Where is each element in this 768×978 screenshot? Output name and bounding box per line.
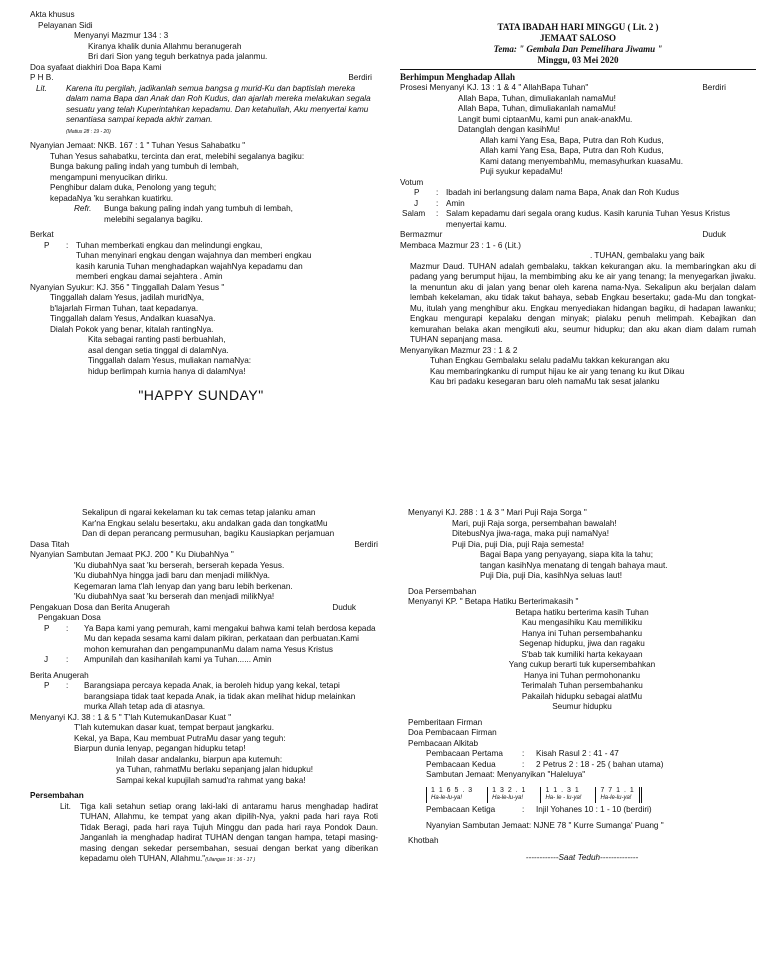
text-line: Kami datang menyembahMu, memasyhurkan kuasaMu. xyxy=(480,156,683,166)
text-line: kasih karunia Tuhan menghadapkan wajahNya kepadamu dan xyxy=(76,261,303,271)
refr-label: Refr. xyxy=(74,204,92,213)
kj288-lines-b xyxy=(408,550,756,582)
text-line: Kekal, ya Bapa, Kau membuat PutraMu dasar yang teguh: xyxy=(74,733,286,743)
prosesi-row xyxy=(400,83,756,94)
text-line: Puji syukur kepadaMu! xyxy=(480,167,563,177)
text-line: kepadaNya 'ku serahkan kuatirku. xyxy=(50,193,174,203)
menyanyi-kj288: Menyanyi KJ. 288 : 1 & 3 " Mari Puji Raja Sorga " xyxy=(408,508,587,517)
text-line: Bunga bakung paling indah yang tumbuh di lembah, xyxy=(104,204,293,213)
text-line: Tinggallah dalam Yesus, jadilah muridNya, xyxy=(50,293,204,302)
text-line: Tuhan menyinari engkau dengan wajahnya dan memberi engkau xyxy=(76,251,312,260)
text-line: Sampai kekal kupujilah samud'ra rahmat yang baka! xyxy=(116,775,306,785)
section-bottom-left xyxy=(30,508,378,973)
text-line: Penghibur dalam duka, Penolong yang teguh; xyxy=(50,183,217,192)
text-line: Puji Dia, puji Dia, puji Raja semesta! xyxy=(452,539,584,549)
text-line: Kegemaran lama t'lah lenyap dan yang baru lebih berkenan. xyxy=(74,581,293,591)
text-line: Bri dari Sion yang teguh berkatnya pada jalanmu. xyxy=(88,52,268,61)
text-line: Tinggallah dalam Yesus, Andalkan kuasaNya. xyxy=(50,314,216,323)
text-line: Kar'na Engkau selalu besertaku, aku andalkan gada dan tongkatMu xyxy=(82,518,328,528)
kj38-lines-b xyxy=(30,755,378,787)
pengakuan-j: J : Ampunilah dan kasihanilah kami ya Tuhan...... Amin xyxy=(44,655,272,664)
text-line: Hanya ini Tuhan permohonanku xyxy=(523,670,641,680)
text-line: 'Ku diubahNya saat 'ku berserah, berserah kepada Yesus. xyxy=(74,560,285,570)
text-line: Langit bumi ciptaanMu, kami pun anak-anakMu. xyxy=(458,114,633,124)
text-line: Dialah Pokok yang benar, kitalah rantingNya. xyxy=(50,324,214,334)
votum-p: P : Ibadah ini berlangsung dalam nama Bapa, Anak dan Roh Kudus xyxy=(414,188,680,198)
text-line: Tuhan Yesus sahabatku, tercinta dan erat, melebihi segalanya bagiku: xyxy=(50,151,305,161)
persembahan-text: Tiga kali setahun setiap orang laki-laki di antaramu harus menghadap hadirat TUHAN, Allahmu, ke tempat yang akan dipilih-Nya, yakni pada hari raya Roti Tidak Beragi, pada hari raya Tujuh Minggu dan pada hari raya Pondok Daun. Janganlah ia menghadap hadirat TUHAN dengan tangan hampa, tetapi masing-masing dengan sekedar persembahan, sesuai dengan berkat yang diberikan kepadamu oleh TUHAN, Allahmu."(Ulangan 16 : 16 - 17 ) xyxy=(80,801,378,863)
nkb-lines xyxy=(30,152,372,205)
pemberitaan-firman: Pemberitaan Firman xyxy=(408,717,483,727)
text-line: Pakailah hidupku sebagai alatMu xyxy=(521,691,643,701)
votum-j: J : Amin xyxy=(414,198,465,208)
kp-lines xyxy=(408,608,756,713)
text-line: memberi engkau damai sejahtera . Amin xyxy=(76,272,223,281)
bermazmur-row xyxy=(400,230,756,241)
berita-anugerah: Berita Anugerah xyxy=(30,670,89,680)
text-line: Kita sebagai ranting pasti berbuahlah, xyxy=(88,335,226,344)
notation-bar-2: 1 3 2 . 1 Ha-le-lu-ya! xyxy=(487,787,530,804)
text-line: DitebusNya jiwa-raga, maka puji namaNya! xyxy=(452,529,609,538)
text-line: Tinggallah dalam Yesus, muliakan namaNya: xyxy=(88,356,252,365)
nyanyian-nkb: Nyanyian Jemaat: NKB. 167 : 1 " Tuhan Yesus Sahabatku " xyxy=(30,141,246,150)
text-line: T'lah kutemukan dasar kuat, tempat berpaut jangkarku. xyxy=(74,723,274,732)
text-line: 'Ku diubahNya hingga jadi baru dan menjadi milikNya. xyxy=(74,571,270,580)
doa-persembahan: Doa Persembahan xyxy=(408,586,477,596)
notation-bar-1: 1 1 6 5 . 3 Ha-le-lu-ya! xyxy=(426,787,477,804)
text-line: ya Tuhan, rahmatMu berlaku sepanjang jalan hidupku! xyxy=(116,765,314,774)
text-line: Puji Dia, puji Dia, kasihNya seluas laut! xyxy=(480,571,622,580)
reading-3: Pembacaan Ketiga : Injil Yohanes 10 : 1 - 10 (berdiri) xyxy=(426,805,652,815)
lit-block xyxy=(30,84,372,137)
notation-bar-4: 7 7 1 . 1 Ha-le-lu-ya! xyxy=(595,787,641,804)
text-line: Kau bri padaku kesegaran baru oleh namaMu tak sesat jalanku xyxy=(430,377,660,387)
section-bottom-right xyxy=(408,508,756,973)
dasa-posture: Berdiri xyxy=(354,539,378,549)
persembahan-ref: (Ulangan 16 : 16 - 17 ) xyxy=(205,857,256,863)
text-line: tangan kasihNya menatang di tengah bahaya maut. xyxy=(480,560,668,570)
pkj-lines xyxy=(30,561,378,603)
pengakuan-heading: Pengakuan Dosa dan Berita Anugerah xyxy=(30,602,170,612)
text-line: Allah kami Yang Esa, Bapa, Putra dan Roh Kudus, xyxy=(480,135,664,145)
text-line: asal dengan setia tinggal di dalamNya. xyxy=(88,345,229,355)
lit-text: Karena itu pergilah, jadikanlah semua bangsa g murid-Ku dan baptislah mereka dalam nama Bapa dan Anak dan Roh Kudus, dan ajarlah mereka melakukan segala sesuatu yang telah Kuperintahkan kepadamu. Dan ketahuilah, Aku menyertai kamu senantiasa sampai kepada akhir zaman. (Matius 28 : 19 - 20) xyxy=(66,83,371,135)
order-header xyxy=(400,22,756,66)
persembahan-block: Lit. Tiga kali setahun setiap orang laki-laki di antaramu harus menghadap hadirat TUHAN, Allahmu, ke tempat yang akan dipilih-Nya, yakni pada hari raya Roti Tidak Beragi, pada hari raya Tujuh Minggu dan pada hari raya Pondok Daun. Janganlah ia menghadap hadirat TUHAN dengan tangan hampa, tetapi masing-masing dengan sekedar persembahan, sesuai dengan berkat yang diberikan kepadamu oleh TUHAN, Allahmu."(Ulangan 16 : 16 - 17 ) xyxy=(60,801,378,863)
reading-2: Pembacaan Kedua : 2 Petrus 2 : 18 - 25 ( bahan utama) xyxy=(426,759,664,769)
text-line: 'Ku diubahNya saat 'ku berserah dan menjadi milikNya! xyxy=(74,592,275,601)
kj288-lines xyxy=(408,519,756,551)
saat-teduh: ------------Saat Teduh-------------- xyxy=(525,852,639,862)
menyanyi-kp: Menyanyi KP. " Betapa Hatiku Berterimakasih " xyxy=(408,597,579,606)
akta-heading: Akta khusus xyxy=(30,10,75,19)
nyanyian-njne: Nyanyian Sambutan Jemaat: NJNE 78 " Kurre Sumanga' Puang " xyxy=(426,820,664,830)
dasa-titah: Dasa Titah xyxy=(30,539,70,549)
votum-heading: Votum xyxy=(400,177,424,187)
menyanyikan-lines xyxy=(400,356,756,388)
text-line: Kau membaringkanku di rumput hijau ke air yang tenang ku ikut Dikau xyxy=(430,366,685,376)
prosesi: Prosesi Menyanyi KJ. 13 : 1 & 4 " AllahBapa Tuhan" xyxy=(400,83,589,93)
berhimpun-heading: Berhimpun Menghadap Allah xyxy=(400,71,516,82)
text-line: Bunga bakung paling indah yang tumbuh di lembah, xyxy=(50,162,239,171)
menyanyikan-mazmur: Menyanyikan Mazmur 23 : 1 & 2 xyxy=(400,345,518,355)
lit-ref: (Matius 28 : 19 - 20) xyxy=(66,128,111,135)
text-line: Tuhan Engkau Gembalaku selalu padaMu takkan kekurangan aku xyxy=(430,356,670,366)
order-title: TATA IBADAH HARI MINGGU ( Lit. 2 ) xyxy=(497,22,659,32)
text-line: Allah kami Yang Esa, Bapa, Putra dan Roh Kudus, xyxy=(480,146,664,156)
text-line: Allah Bapa, Tuhan, dimuliakanlah namaMu! xyxy=(458,104,616,114)
kj38-lines xyxy=(30,723,378,755)
menyanyi-kj38: Menyanyi KJ. 38 : 1 & 5 " T'lah KutemukanDasar Kuat " xyxy=(30,712,232,722)
text-line: Dan di depan perancang permusuhan, bagiku Kausiapkan perjamuan xyxy=(82,529,335,538)
berkat-lines xyxy=(76,241,372,283)
mazmur-continued xyxy=(30,508,378,540)
doa-syafaat: Doa syafaat diakhiri Doa Bapa Kami xyxy=(30,62,162,72)
menyanyi-mazmur: Menyanyi Mazmur 134 : 3 xyxy=(74,31,169,40)
pengakuan-p: P : Ya Bapa kami yang pemurah, kami mengakui bahwa kami telah berdosa kepada Mu dan kepada sesama kami dalam pikiran, perkataan dan perbuatan.Kami mohon kemurahan dan pengampunanMu dalam nama Yesus Kristus xyxy=(44,623,376,654)
kj356-lines xyxy=(30,293,372,335)
text-line: Biarpun dunia lenyap, pegangan hidupku tetap! xyxy=(74,744,246,753)
text-line: Mari, puji Raja sorga, persembahan bawalah! xyxy=(452,518,617,528)
text-line: Bagai Bapa yang penyayang, siapa kita la tahu; xyxy=(480,550,653,559)
dasa-row xyxy=(30,540,378,551)
reading-1: Pembacaan Pertama : Kisah Rasul 2 : 41 - 47 xyxy=(426,749,619,758)
text-line: Kau mengasihiku Kau memilikiku xyxy=(521,618,643,627)
text-line: S'bab tak kumiliki harta kekayaan xyxy=(521,649,643,659)
membaca-text: Mazmur Daud. TUHAN adalah gembalaku, takkan kekurangan aku. Ia membaringkan aku di padang yang berumput hijau, Ia membimbing aku ke air yang tenang; Ia menyegarkan jiwaku. Ia menuntun aku di jalan yang benar oleh karena nama-Nya. Sekalipun aku berjalan dalam lembah kekelaman, aku tidak takut bahaya, sebab Engkau besertaku; gada-Mu dan tongkat-Mu, itulah yang menghibur aku. Engkau menyediakan hidangan bagiku, di hadapan lawanku; Engkau mengurapi kepalaku dengan minyak; pialaku penuh melimpah. Kebajikan dan kemurahan belaka akan mengikuti aku, seumur hidupku; dan aku akan diam dalam rumah TUHAN sepanjang masa. xyxy=(410,261,756,345)
refr-block xyxy=(30,204,372,225)
text-line: Tuhan memberkati engkau dan melindungi engkau, xyxy=(76,240,263,250)
theme: Tema: " Gembala Dan Pemelihara Jiwamu " xyxy=(493,43,663,54)
haleluya-notation xyxy=(408,787,756,804)
refr-lines xyxy=(104,204,293,225)
text-line: mengampuni menyucikan diriku. xyxy=(50,172,168,182)
text-line: Inilah dasar andalanku, biarpun apa kutemuh: xyxy=(116,754,283,764)
text-line: Betapa hatiku berterima kasih Tuhan xyxy=(515,607,649,617)
lit-label: Lit. xyxy=(36,83,47,93)
membaca-mazmur: Membaca Mazmur 23 : 1 - 6 (Lit.) xyxy=(400,240,522,250)
khotbah: Khotbah xyxy=(408,836,439,846)
prosesi-lines xyxy=(400,94,756,136)
congregation-name: JEMAAT SALOSO xyxy=(540,32,616,43)
phb-label: P H B. xyxy=(30,73,54,82)
pelayanan-sidi: Pelayanan Sidi xyxy=(38,20,93,30)
pembacaan-alkitab: Pembacaan Alkitab xyxy=(408,738,479,748)
text-line: melebihi segalanya bagiku. xyxy=(104,214,203,224)
kj356-lines-b xyxy=(30,335,372,377)
nyanyian-kj356: Nyanyian Syukur: KJ. 356 " Tinggallah Dalam Yesus " xyxy=(30,282,225,292)
phb-row xyxy=(30,73,372,84)
mazmur-lines xyxy=(30,42,372,63)
reading-3-block xyxy=(408,805,756,816)
text-line: hidup berlimpah kurnia hanya di dalamNya! xyxy=(88,366,246,376)
nyanyian-pkj: Nyanyian Sambutan Jemaat PKJ. 200 " Ku DiubahNya " xyxy=(30,550,234,559)
text-line: Allah Bapa, Tuhan, dimuliakanlah namaMu! xyxy=(458,93,616,103)
text-line: Terimalah Tuhan persembahanku xyxy=(521,681,643,690)
text-line: Yang cukup berarti tuk kupersembahkan xyxy=(508,660,656,669)
text-line: Hanya ini Tuhan persembahanku xyxy=(521,628,643,638)
service-date: Minggu, 03 Mei 2020 xyxy=(537,54,619,65)
berkat-p: P : Tuhan memberkati engkau dan melindungi engkau, Tuhan menyinari engkau dengan wajahnya dan memberi engkau kasih karunia Tuhan menghadapkan wajahNya kepadamu dan memberi engkau damai sejahtera . Amin xyxy=(30,241,372,283)
section-top-left xyxy=(30,10,372,480)
berkat-heading: Berkat xyxy=(30,230,54,239)
text-line: Seumur hidupku xyxy=(552,702,612,711)
section-top-right xyxy=(400,22,756,482)
readings xyxy=(408,749,756,770)
phb-posture: Berdiri xyxy=(348,73,372,82)
prosesi-lines-b xyxy=(400,136,756,178)
doa-pembacaan: Doa Pembacaan Firman xyxy=(408,728,497,737)
pengakuan-posture: Duduk xyxy=(332,602,356,612)
header-divider xyxy=(400,69,756,70)
notation-bar-3: 1 1 . 3 1 Ha- le - lu-ya! xyxy=(540,787,585,804)
membaca-first: . TUHAN, gembalaku yang baik xyxy=(590,251,705,261)
salam-row: Salam : Salam kepadamu dari segala orang kudus. Kasih karunia Tuhan Yesus Kristus menyertai kamu. xyxy=(402,209,731,229)
text-line: Datanglah dengan kasihMu! xyxy=(458,125,560,135)
text-line: Sekalipun di ngarai kekelaman ku tak cemas tetap jalanku aman xyxy=(82,508,316,517)
bermazmur: Bermazmur xyxy=(400,230,443,240)
text-line: Segenap hidupku, jiwa dan ragaku xyxy=(519,639,645,648)
text-line: b'lajarlah Firman Tuhan, taat kepadanya. xyxy=(50,303,199,313)
pengakuan-dosa: Pengakuan Dosa xyxy=(38,613,101,622)
berita-p: P : Barangsiapa percaya kepada Anak, ia beroleh hidup yang kekal, tetapi barangsiapa tidak taat kepada Anak, ia tidak akan melihat hidup melainkan murka Allah tetap ada di atasnya. xyxy=(44,681,356,711)
sambutan-haleluya: Sambutan Jemaat: Menyanyikan "Haleluya" xyxy=(426,770,586,779)
prosesi-posture: Berdiri xyxy=(702,83,726,93)
text-line: Kiranya khalik dunia Allahmu beranugerah xyxy=(88,41,242,51)
pengakuan-row xyxy=(30,603,378,614)
happy-sunday: "HAPPY SUNDAY" xyxy=(138,387,264,403)
persembahan-heading: Persembahan xyxy=(30,791,84,800)
bermazmur-posture: Duduk xyxy=(702,230,726,240)
